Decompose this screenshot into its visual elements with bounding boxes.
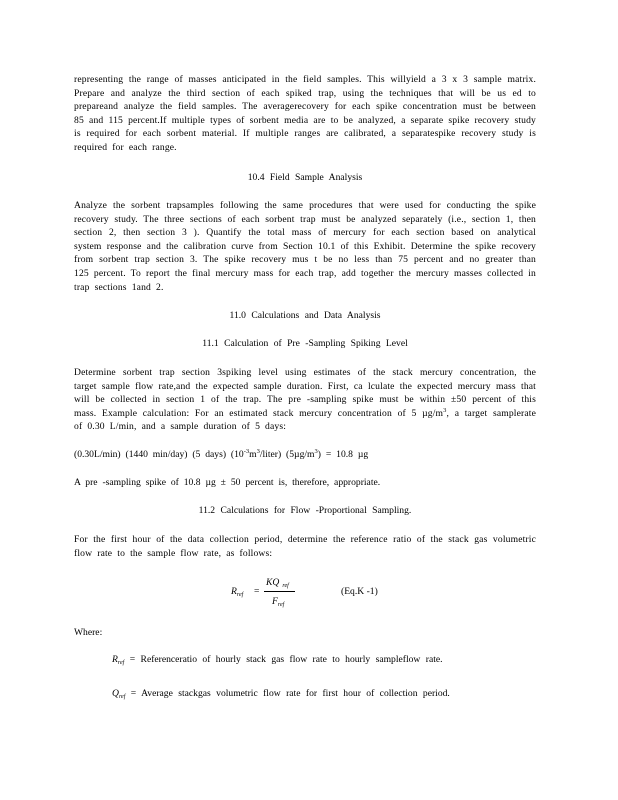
- equation-lhs-subscript: ref: [236, 592, 244, 598]
- equation-numerator: [266, 577, 289, 589]
- definition-text: = Referenceratio of hourly stack gas flow rate to hourly sampleflow rate.: [129, 654, 443, 665]
- paragraph-spike-matrix: representing the range of masses anticipated in the field samples. This willyield a 3 x 3 sample matrix. Prepare and analyze the third section of each spiked trap, using the techniques that will be us ed to prepareand analyze the field samples. The averagerecovery for each spike concentration must be between 85 and 115 percent.If multiple types of sorbent media are to be analyzed, a separate spike recovery study is required for each sorbent material. If multiple ranges are calibrated, a separatespike recovery study is required for each range.: [74, 74, 536, 153]
- calc-part: (0.30L/min) (1440 min/day) (5 days) (10: [74, 449, 244, 460]
- equation-denominator-subscript: ref: [277, 602, 285, 608]
- calc-part: m: [249, 449, 257, 460]
- equation-denominator: [272, 596, 284, 608]
- paragraph-spike-appropriate: A pre -sampling spike of 10.8 µg ± 50 percent is, therefore, appropriate.: [74, 477, 381, 488]
- definition-symbol: Q: [112, 688, 119, 699]
- definition-symbol: R: [112, 654, 118, 665]
- section-heading-10-4: 10.4 Field Sample Analysis: [247, 172, 363, 183]
- equation-label: (Eq.K -1): [341, 586, 378, 597]
- equation-numerator-subscript: ref: [282, 583, 289, 589]
- paragraph-reference-ratio: For the first hour of the data collection period, determine the reference ratio of the stack gas volumetric flow rate to the sample flow rate, as follows:: [74, 534, 536, 559]
- where-label: Where:: [74, 627, 103, 638]
- calc-part: /liter) (5µg/m: [259, 449, 315, 460]
- paragraph-spiking-level-text: Determine sorbent trap section 3spiking level using estimates of the stack mercury concentration, the target sample flow rate,and the expected sample duration. First, ca lculate the expected mercury mass that will be collected in section 1 of the trap. The pre -sampling spike must be within ±50 percent of this mass. Example calculation: For an estimated stack mercury concentration of 5 µg/m: [74, 367, 536, 419]
- equation-equals: =: [254, 586, 260, 597]
- definition-subscript: ref: [117, 660, 125, 666]
- definition-r-ref: [112, 654, 443, 666]
- equation-lhs: [231, 586, 243, 598]
- definition-subscript: ref: [118, 694, 126, 700]
- superscript: 3: [443, 406, 447, 414]
- paragraph-spiking-level-text-end: , a target samplerate of 0.30 L/min, and a sample duration of 5 days:: [74, 407, 536, 433]
- paragraph-spiking-level: [74, 366, 536, 434]
- section-heading-11-1: 11.1 Calculation of Pre -Sampling Spiking Level: [202, 338, 408, 349]
- example-calculation: [74, 449, 368, 460]
- section-heading-11-2: 11.2 Calculations for Flow -Proportional Sampling.: [198, 505, 412, 516]
- fraction-bar: [264, 591, 295, 592]
- calc-superscript: 3: [256, 448, 260, 455]
- equation-denominator-symbol: F: [272, 596, 278, 607]
- definition-q-ref: [112, 688, 450, 700]
- section-heading-11-0: 11.0 Calculations and Data Analysis: [229, 310, 381, 321]
- paragraph-field-sample-analysis: Analyze the sorbent trapsamples following the same procedures that were used for conducting the spike recovery study. The three sections of each sorbent trap must be analyzed separately (i.e., section 1, then section 2, then section 3 ). Quantify the total mass of mercury for each section based on analytical system response and the calibration curve from Section 10.1 of this Exhibit. Determine the spike recovery from sorbent trap section 3. The spike recovery mus t be no less than 75 percent and no greater than 125 percent. To report the final mercury mass for each trap, add together the mercury masses collected in trap sections 1and 2.: [74, 200, 536, 293]
- calc-superscript: -3: [243, 448, 250, 455]
- calc-part: ) = 10.8 µg: [317, 449, 369, 460]
- definition-text: = Average stackgas volumetric flow rate for first hour of collection period.: [130, 688, 450, 699]
- equation-lhs-symbol: R: [231, 586, 237, 597]
- equation-numerator-symbol: KQ: [266, 577, 280, 588]
- calc-superscript: 3: [314, 448, 318, 455]
